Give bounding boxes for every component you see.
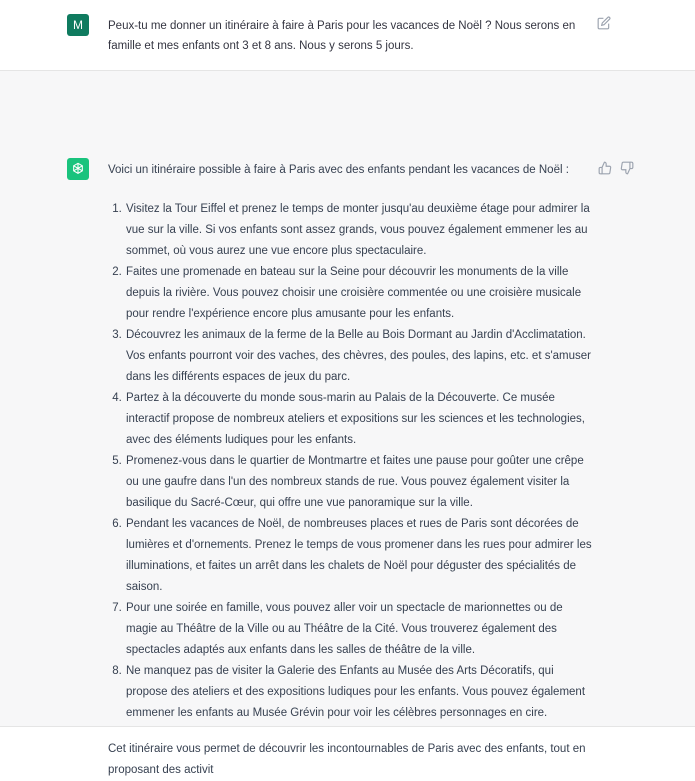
list-item: 4. Partez à la découverte du monde sous-marin au Palais de la Découverte. Ce musée interactif propose de nombreux ateliers et expositions sur les sciences et les technologies, avec des éléments ludiques pour les enfants. (125, 388, 593, 451)
assistant-message-text (108, 160, 593, 781)
assistant-message-row (0, 71, 695, 776)
list-item: 1. Visitez la Tour Eiffel et prenez le temps de monter jusqu'au deuxième étage pour admirer la vue sur la ville. Si vos enfants sont assez grands, vous pouvez également emmener les au sommet, où vous aurez une vue encore plus spectaculaire. (125, 199, 593, 262)
user-message-row (0, 0, 695, 71)
list-item: 7. Pour une soirée en famille, vous pouvez aller voir un spectacle de marionnettes ou de magie au Théâtre de la Ville ou au Théâtre de la Cité. Vous trouverez également des spectacles adaptés aux enfants dans les salles de théâtre de la ville. (125, 598, 593, 661)
itinerary-list (108, 199, 593, 724)
list-item: 8. Ne manquez pas de visiter la Galerie des Enfants au Musée des Arts Décoratifs, qui propose des ateliers et des expositions ludiques pour les enfants. Vous pouvez également emmener les enfants au Musée Grévin pour voir les célèbres personnages en cire. (125, 661, 593, 724)
list-item: 3. Découvrez les animaux de la ferme de la Belle au Bois Dormant au Jardin d'Acclimatation. Vos enfants pourront voir des vaches, des chèvres, des poules, des lapins, etc. et s'amuser dans les différents espaces de jeux du parc. (125, 325, 593, 388)
user-avatar: M (67, 14, 89, 36)
assistant-outro: Cet itinéraire vous permet de découvrir les incontournables de Paris avec des enfants, tout en proposant des activit (108, 743, 586, 776)
thumbs-down-icon[interactable] (620, 161, 634, 175)
list-item: 6. Pendant les vacances de Noël, de nombreuses places et rues de Paris sont décorées de lumières et d'ornements. Prenez le temps de vous promener dans les rues pour admirer les illuminations, et faites un arrêt dans les chalets de Noël pour déguster des spécialités de saison. (125, 514, 593, 598)
assistant-intro: Voici un itinéraire possible à faire à Paris avec des enfants pendant les vacances de Noël : (108, 164, 569, 176)
thumbs-up-icon[interactable] (598, 161, 612, 175)
list-item: 5. Promenez-vous dans le quartier de Montmartre et faites une pause pour goûter une crêpe ou une gaufre dans l'un des nombreux stands de rue. Vous pouvez également visiter la basilique du Sacré-Cœur, qui offre une vue panoramique sur la ville. (125, 451, 593, 514)
openai-logo-icon (67, 158, 89, 180)
edit-icon[interactable] (597, 16, 611, 30)
user-message-text: Peux-tu me donner un itinéraire à faire à Paris pour les vacances de Noël ? Nous serons en famille et mes enfants ont 3 et 8 ans. Nous y serons 5 jours. (108, 20, 576, 52)
list-item: 2. Faites une promenade en bateau sur la Seine pour découvrir les monuments de la ville depuis la rivière. Vous pouvez choisir une croisière commentée ou une croisière musicale pour rendre l'expérience encore plus amusante pour les enfants. (125, 262, 593, 325)
